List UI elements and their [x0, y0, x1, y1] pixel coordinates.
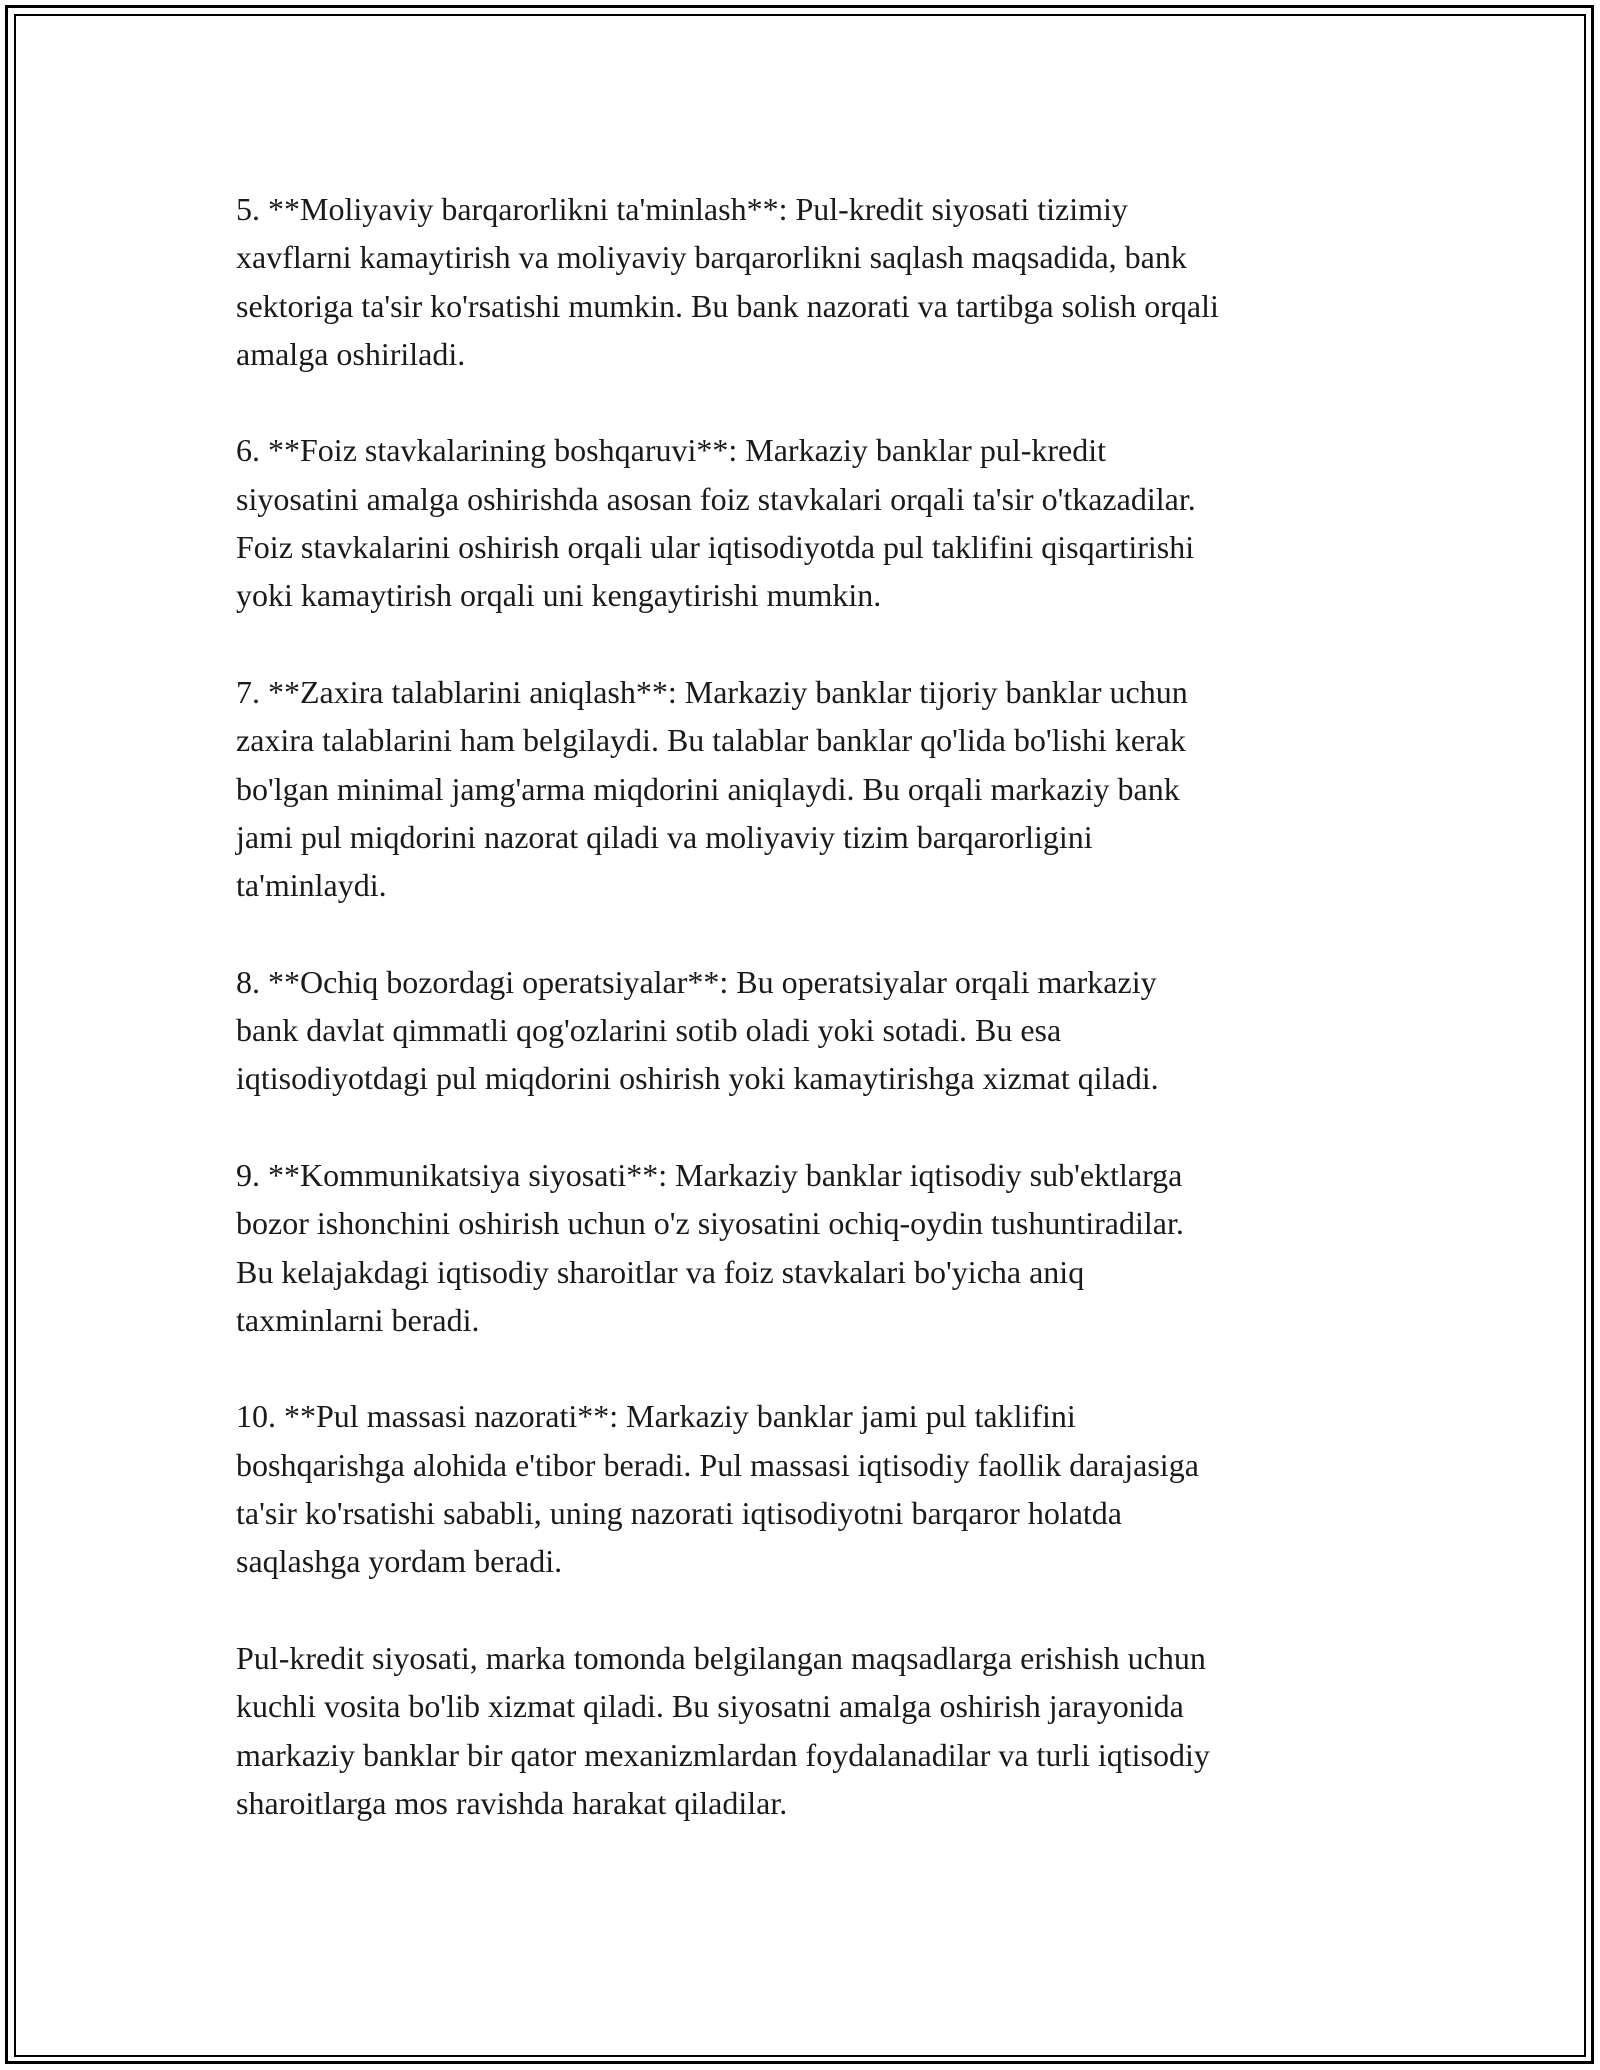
- text-line: 6. **Foiz stavkalarining boshqaruvi**: Markaziy banklar pul-kredit: [236, 432, 1107, 469]
- paragraph-conclusion: [236, 1634, 1376, 1827]
- text-line: 5. **Moliyaviy barqarorlikni ta'minlash**: Pul-kredit siyosati tizimiy: [236, 191, 1128, 227]
- paragraph-item-7: [236, 668, 1376, 909]
- text-line: 10. **Pul massasi nazorati**: Markaziy banklar jami pul taklifini: [236, 1398, 1076, 1435]
- text-line: 9. **Kommunikatsiya siyosati**: Markaziy banklar iqtisodiy sub'ektlarga: [236, 1156, 1183, 1193]
- text-line: bank davlat qimmatli qog'ozlarini sotib oladi yoki sotadi. Bu esa: [236, 1012, 1062, 1049]
- text-line: jami pul miqdorini nazorat qiladi va moliyaviy tizim barqarorligini: [236, 818, 1093, 855]
- text-line: 8. **Ochiq bozordagi operatsiyalar**: Bu operatsiyalar orqali markaziy: [236, 963, 1157, 1000]
- text-line: bozor ishonchini oshirish uchun o'z siyosatini ochiq-oydin tushuntiradilar.: [236, 1205, 1184, 1242]
- text-line: boshqarishga alohida e'tibor beradi. Pul massasi iqtisodiy faollik darajasiga: [236, 1446, 1199, 1483]
- text-line: Bu kelajakdagi iqtisodiy sharoitlar va foiz stavkalari bo'yicha aniq: [236, 1253, 1085, 1290]
- text-line: saqlashga yordam beradi.: [236, 1543, 563, 1580]
- text-line: sektoriga ta'sir ko'rsatishi mumkin. Bu bank nazorati va tartibga solish orqali: [236, 287, 1219, 324]
- text-line: ta'minlaydi.: [236, 867, 387, 904]
- text-line: 7. **Zaxira talablarini aniqlash**: Markaziy banklar tijoriy banklar uchun: [236, 673, 1188, 710]
- text-line: bo'lgan minimal jamg'arma miqdorini aniqlaydi. Bu orqali markaziy bank: [236, 770, 1180, 807]
- text-line: ta'sir ko'rsatishi sababli, uning nazorati iqtisodiyotni barqaror holatda: [236, 1495, 1122, 1532]
- text-line: markaziy banklar bir qator mexanizmlardan foydalanadilar va turli iqtisodiy: [236, 1736, 1210, 1773]
- text-line: Foiz stavkalarini oshirish orqali ular iqtisodiyotda pul taklifini qisqartirishi: [236, 529, 1195, 566]
- text-line: siyosatini amalga oshirishda asosan foiz stavkalari orqali ta'sir o'tkazadilar.: [236, 480, 1196, 517]
- text-line: zaxira talablarini ham belgilaydi. Bu talablar banklar qo'lida bo'lishi kerak: [236, 722, 1186, 759]
- paragraph-item-8: [236, 958, 1376, 1103]
- paragraph-item-10: [236, 1392, 1376, 1585]
- text-line: amalga oshiriladi.: [236, 335, 466, 372]
- text-line: xavflarni kamaytirish va moliyaviy barqarorlikni saqlash maqsadida, bank: [236, 239, 1187, 276]
- paragraph-item-9: [236, 1151, 1376, 1344]
- text-line: yoki kamaytirish orqali uni kengaytirishi mumkin.: [236, 577, 882, 614]
- text-line: Pul-kredit siyosati, marka tomonda belgilangan maqsadlarga erishish uchun: [236, 1639, 1206, 1676]
- document-body: [236, 185, 1376, 1875]
- text-line: kuchli vosita bo'lib xizmat qiladi. Bu siyosatni amalga oshirish jarayonida: [236, 1688, 1184, 1725]
- text-line: taxminlarni beradi.: [236, 1301, 480, 1338]
- paragraph-item-6: [236, 426, 1376, 619]
- text-line: iqtisodiyotdagi pul miqdorini oshirish yoki kamaytirishga xizmat qiladi.: [236, 1060, 1159, 1097]
- text-line: sharoitlarga mos ravishda harakat qiladilar.: [236, 1784, 788, 1821]
- paragraph-item-5: [236, 185, 1376, 378]
